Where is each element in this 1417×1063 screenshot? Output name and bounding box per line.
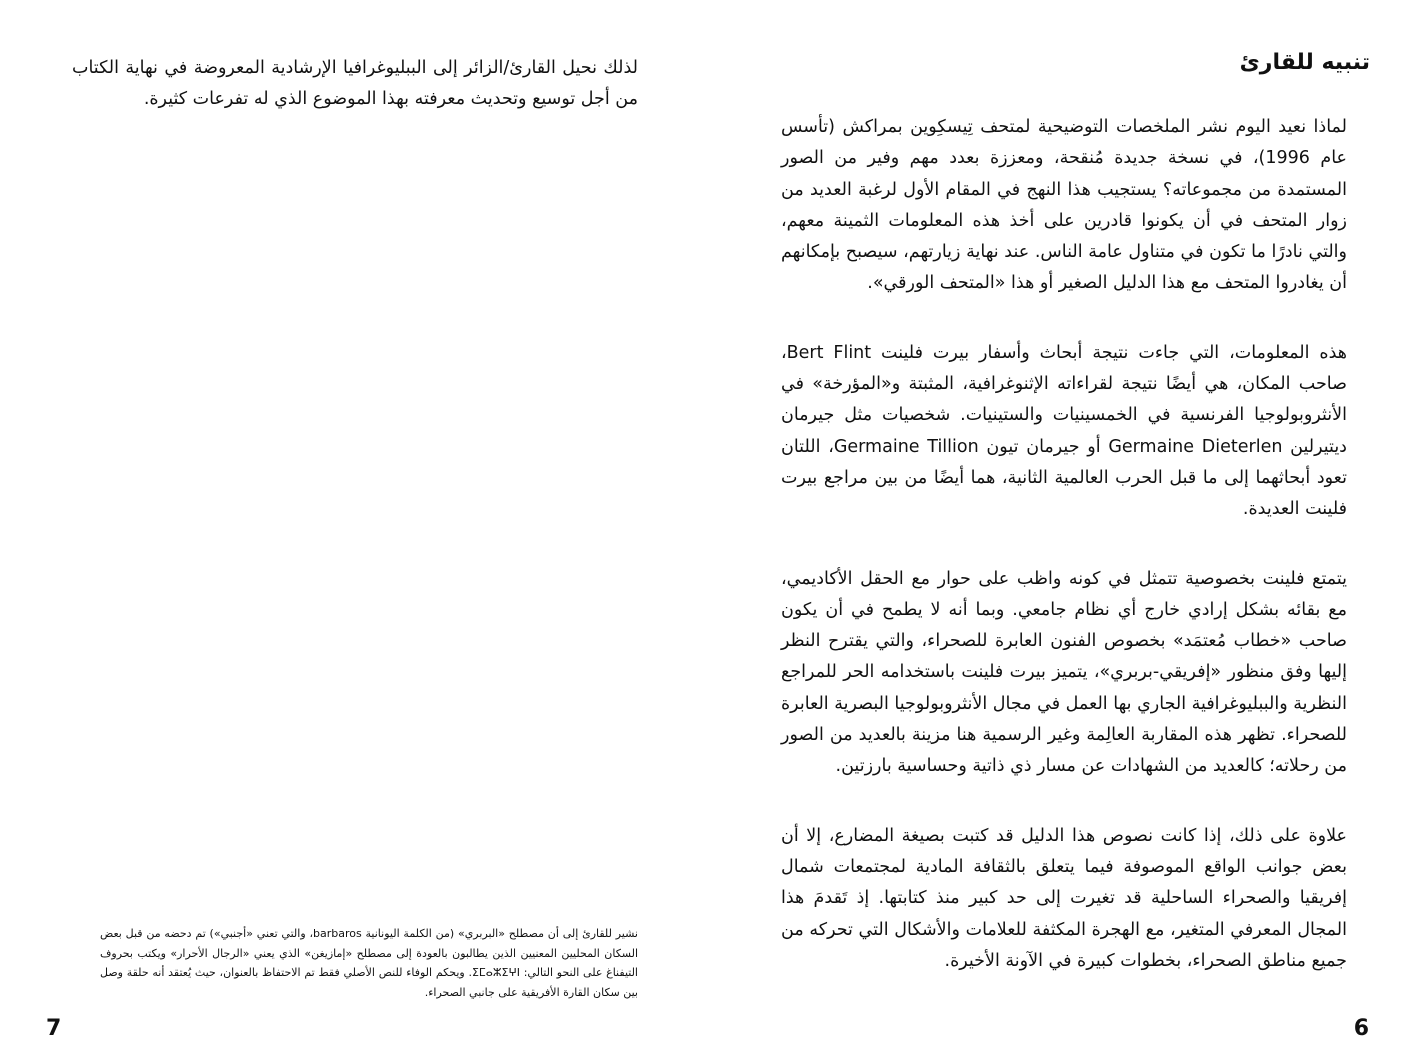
left-page-paragraph: لذلك نحيل القارئ/الزائر إلى الببليوغرافيا الإرشادية المعروضة في نهاية الكتاب من أجل توسيع وتحديث معرفته بهذا الموضوع الذي له تفرعات كثيرة. xyxy=(72,58,638,109)
left-page-text-block xyxy=(72,53,638,115)
body-paragraph-3: يتمتع فلينت بخصوصية تتمثل في كونه واظب على حوار مع الحقل الأكاديمي، مع بقائه بشكل إرادي خارج أي نظام جامعي. وبما أنه لا يطمح في أن يكون صاحب «خطاب مُعتمَد» بخصوص الفنون العابرة للصحراء، والتي يقترح النظر إليها وفق منظور «إفريقي-بربري»، يتميز بيرت فلينت باستخدامه الحر للمراجع النظرية والببليوغرافية الجاري بها العمل في مجال الأنثروبولوجيا البصرية العابرة للصحراء. تظهر هذه المقاربة العالِمة وغير الرسمية هنا مزينة بالعديد من الصور من رحلاته؛ كالعديد من الشهادات عن مسار ذي ذاتية وحساسية بارزتين. xyxy=(781,568,1347,777)
footnote: نشير للقارئ إلى أن مصطلح «البربري» (من الكلمة اليونانية barbaros، والتي تعني «أجنبي») تم دحضه من قبل بعض السكان المحليين المعنيين الذين يطالبون بالعودة إلى مصطلح «إمازيغن» الذي يعني «الرجال الأحرار» ويكتب بحروف التيفناغ على النحو التالي: ⵉⵎⴰⵣⵉⵖⵏ. ويحكم الوفاء للنص الأصلي فقط تم الاحتفاظ بالعنوان، حيث يُعتقد أنه حلقة وصل بين سكان القارة الأفريقية على جانبي الصحراء. xyxy=(100,927,638,999)
page-number-right: 6 xyxy=(1353,1016,1369,1041)
page-title: تنبيه للقارئ xyxy=(1239,50,1370,75)
right-page-text-block xyxy=(781,112,1347,1015)
body-paragraph-2: هذه المعلومات، التي جاءت نتيجة أبحاث وأسفار بيرت فلينت Bert Flint، صاحب المكان، هي أيضًا نتيجة لقراءاته الإثنوغرافية، المثبتة و«المؤرخة» في الأنثروبولوجيا الفرنسية في الخمسينيات والستينيات. شخصيات مثل جيرمان ديتيرلين Germaine Dieterlen أو جيرمان تيون Germaine Tillion، اللتان تعود أبحاثهما إلى ما قبل الحرب العالمية الثانية، هما أيضًا من بين مراجع بيرت فلينت العديدة. xyxy=(781,342,1347,520)
page-number-left: 7 xyxy=(46,1016,62,1041)
right-page xyxy=(709,0,1417,1063)
body-paragraph-1: لماذا نعيد اليوم نشر الملخصات التوضيحية لمتحف تِيسكِوين بمراكش (تأسس عام 1996)، في نسخة جديدة مُنقحة، ومعززة بعدد مهم وفير من الصور المستمدة من مجموعاته؟ يستجيب هذا النهج في المقام الأول لرغبة العديد من زوار المتحف في أن يكونوا قادرين على أخذ هذه المعلومات الثمينة معهم، والتي نادرًا ما تكون في متناول عامة الناس. عند نهاية زيارتهم، سيصبح بإمكانهم أن يغادروا المتحف مع هذا الدليل الصغير أو هذا «المتحف الورقي». xyxy=(781,117,1347,294)
body-paragraph-4: علاوة على ذلك، إذا كانت نصوص هذا الدليل قد كتبت بصيغة المضارع، إلا أن بعض جوانب الواقع الموصوفة فيما يتعلق بالثقافة المادية لمجتمعات شمال إفريقيا والصحراء الساحلية قد تغيرت إلى حد كبير منذ كتابتها. إذ تَقدمَ هذا المجال المعرفي المتغير، مع الهجرة المكثفة للعلامات والأشكال التي تحركه من جميع مناطق الصحراء، بخطوات كبيرة في الآونة الأخيرة. xyxy=(781,825,1347,971)
left-page xyxy=(0,0,708,1063)
